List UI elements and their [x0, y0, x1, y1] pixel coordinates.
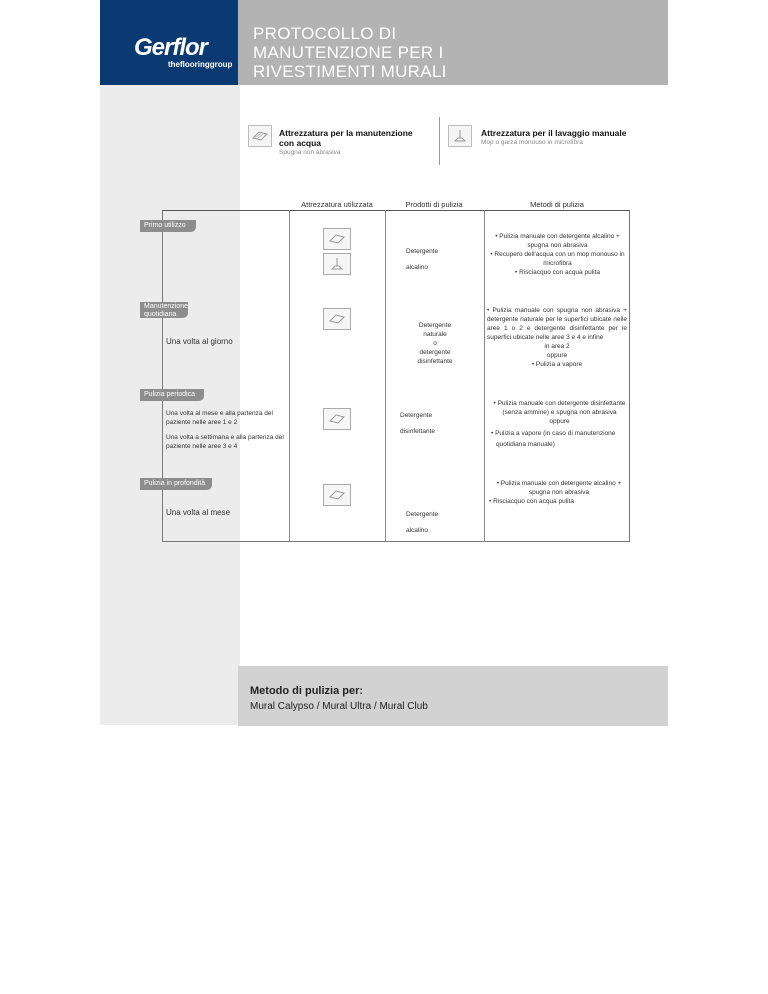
product-line: Detergente — [418, 322, 452, 329]
column-divider — [289, 210, 290, 542]
frequency-weekly: Una volta a settimana e alla partenza del paziente nelle aree 3 e 4 — [166, 434, 284, 450]
methods-cell — [491, 399, 628, 449]
column-header-products: Prodotti di pulizia — [405, 200, 463, 209]
products-cell — [390, 321, 480, 366]
methods-cell — [489, 479, 629, 506]
products-cell — [406, 244, 438, 276]
methods-cell — [487, 306, 627, 369]
section-label-pulizia-periodica: Pulizia periodica — [140, 389, 204, 401]
section-label-pulizia-in-profondita: Pulizia in profondità — [140, 478, 212, 490]
sponge-icon — [323, 308, 351, 330]
product-line: disinfettante — [417, 358, 453, 365]
method-line: • Recupero dell'acqua con un mop monouso in microfibra — [490, 251, 625, 267]
product-line: detergente — [419, 349, 451, 356]
product-line: o — [433, 340, 437, 347]
section-label-manutenzione-quotidiana: Manutenzione quotidiana — [140, 302, 188, 318]
equipment-water-sub: Spugna non abrasiva — [279, 149, 341, 156]
method-line: • Pulizia manuale con detergente disinfettante (senza ammine) e spugna non abrasiva — [493, 400, 626, 416]
method-line: • Pulizia a vapore (in caso di manutenzione — [491, 430, 616, 437]
products-cell — [400, 408, 435, 440]
method-line: • Risciacquo con acqua pulita — [489, 498, 575, 505]
legend-divider — [439, 117, 440, 165]
method-line: oppure — [546, 352, 568, 359]
brand-logo: Gerflor — [134, 34, 208, 61]
product-line: alcalino — [406, 527, 429, 534]
page-title: PROTOCOLLO DI MANUTENZIONE PER I RIVESTIMENTI MURALI — [253, 24, 447, 81]
method-line: • Pulizia a vapore — [531, 361, 583, 368]
brand-tagline: theflooringgroup — [168, 60, 233, 69]
sponge-icon — [323, 408, 351, 430]
product-line: alcalino — [406, 264, 429, 271]
products-cell — [406, 507, 438, 539]
method-line: • Pulizia manuale con detergente alcalino + spugna non abrasiva — [495, 233, 620, 249]
column-header-methods: Metodi di pulizia — [530, 200, 584, 209]
sponge-icon — [248, 125, 272, 147]
equipment-mop-sub: Mop o garza monouso in microfibra — [481, 139, 583, 146]
method-line: oppure — [549, 418, 570, 425]
equipment-water-title: Attrezzatura per la manutenzione con acqua — [279, 128, 413, 148]
product-line: Detergente — [406, 511, 439, 518]
method-line: • Pulizia manuale con spugna non abrasiva + detergente naturale per le superfici ubicate nelle aree 1 o 2 e detergente disinfettante per le superfici ubicate nelle aree 3 e 4 e infine — [487, 307, 627, 341]
product-line: Detergente — [400, 412, 433, 419]
product-line: naturale — [423, 331, 447, 338]
method-line: in area 2 — [544, 343, 570, 350]
method-line: quotidiana manuale) — [496, 441, 555, 448]
frequency-daily: Una volta al giorno — [166, 337, 233, 346]
product-line: Detergente — [406, 248, 439, 255]
section-label-primo-utilizzo: Primo utilizzo — [140, 220, 196, 232]
methods-cell — [486, 232, 629, 277]
method-line: • Pulizia manuale con detergente alcalino + spugna non abrasiva — [496, 480, 622, 496]
sponge-icon — [323, 228, 351, 250]
mop-icon — [323, 253, 351, 275]
method-line: • Risciacquo con acqua pulita — [514, 269, 601, 276]
frequency-monthly-deep: Una volta al mese — [166, 508, 231, 517]
equipment-mop-title: Attrezzatura per il lavaggio manuale — [481, 128, 627, 138]
footer-products: Mural Calypso / Mural Ultra / Mural Club — [250, 701, 428, 712]
column-divider — [385, 210, 386, 542]
footer-title: Metodo di pulizia per: — [250, 685, 364, 697]
product-line: disinfettante — [400, 428, 436, 435]
mop-icon — [448, 125, 472, 147]
column-header-equipment: Attrezzatura utilizzata — [301, 200, 373, 209]
frequency-monthly: Una volta al mese e alla partenza del paziente nelle aree 1 e 2 — [166, 410, 273, 426]
column-divider — [484, 210, 485, 542]
sponge-icon — [323, 484, 351, 506]
